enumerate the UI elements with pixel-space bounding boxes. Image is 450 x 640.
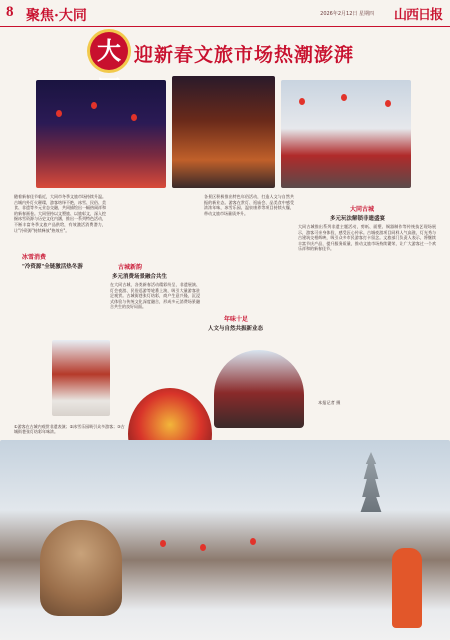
article-column-2: 在大同古城，各类新春活动精彩纷呈，非遗展演、灯会夜游、民俗巡游等轮番上演，吸引大量游客驻足观赏。古城街巷张灯结彩，商户生意兴隆，沉浸式体验与传统文化深度融合，形成多元消费场景融合共生的良好局面。 (110, 282, 200, 310)
headline-emblem: 大 (90, 32, 128, 70)
subhead-title-1: "冷资源"全链激活热冬游 (22, 264, 83, 270)
snow-bear-sculpture (40, 520, 122, 616)
headline: 迎新春文旅市场热潮澎湃 (134, 44, 355, 66)
subhead-title-4: 多元玩法解锁非遗盛宴 (330, 216, 386, 222)
subhead-label-3: 年味十足 (224, 316, 249, 323)
page-number: 8 (6, 4, 14, 20)
issue-date: 2026年2月12日 星期四 (320, 11, 374, 17)
subhead-label-2: 古城新韵 (118, 264, 143, 271)
article-column-1: 随着新春佳节临近，大同市冬季文旅市场持续升温。古城内外灯火璀璨，游客络绎不绝，冰雪、民俗、美食、非遗等多元业态交融，共同描绘出一幅热闹祥和的新春画卷。大同坚持以文塑旅、以旅彰文，深入挖掘冰雪资源与历史文化内涵，推出一系列特色活动，不断丰富冬季文旅产品供给，有效激活消费潜力，让"冷资源"持续释放"热效应"。 (14, 194, 106, 233)
page-header (0, 0, 450, 27)
photo-credit: 本报记者 摄 (318, 400, 341, 405)
article-column-3: 各景区积极推出特色年俗活动，打造人文与自然共振的新业态。游客在赏灯、逛庙会、品美食中感受浓浓年味，冰雪乐园、温泉康养等项目持续火爆，带动文旅市场量质齐升。 (204, 194, 294, 216)
photo-temple-night (172, 76, 275, 188)
subhead-title-3: 人文与自然共振新业态 (208, 326, 264, 332)
visitor-figure (392, 548, 422, 628)
article-column-4: 大同古城推出系列非遗主题活动，剪纸、面塑、铜器制作等传统技艺现场展示，游客可亲身体验，感受匠心传承。古城夜游项目同样人气高涨，灯光秀与古建筑交相辉映，吸引众多市民游客打卡留念。文旅部门负责人表示，将继续丰富节庆产品，提升服务质量，推动文旅市场持续繁荣，让广大游客过一个欢乐祥和的新春佳节。 (298, 224, 436, 252)
photo-lantern-arch (214, 350, 304, 428)
subhead-label-1: 冰雪消费 (22, 254, 47, 261)
subhead-title-2: 多元消费场景融合共生 (112, 274, 168, 280)
subhead-label-4: 大同古城 (350, 206, 375, 213)
photo-snow-pavilion (52, 340, 110, 416)
newspaper-logo: 山西日报 (393, 8, 442, 23)
section-title: 聚焦·大同 (26, 8, 87, 24)
photo-night-lanterns (36, 80, 166, 188)
photo-old-street (281, 80, 411, 188)
photo-caption: ①游客在古城内观赏非遗表演；②冰雪乐园吸引众多游客；③古城街巷张灯结彩年味浓。 (14, 424, 125, 435)
